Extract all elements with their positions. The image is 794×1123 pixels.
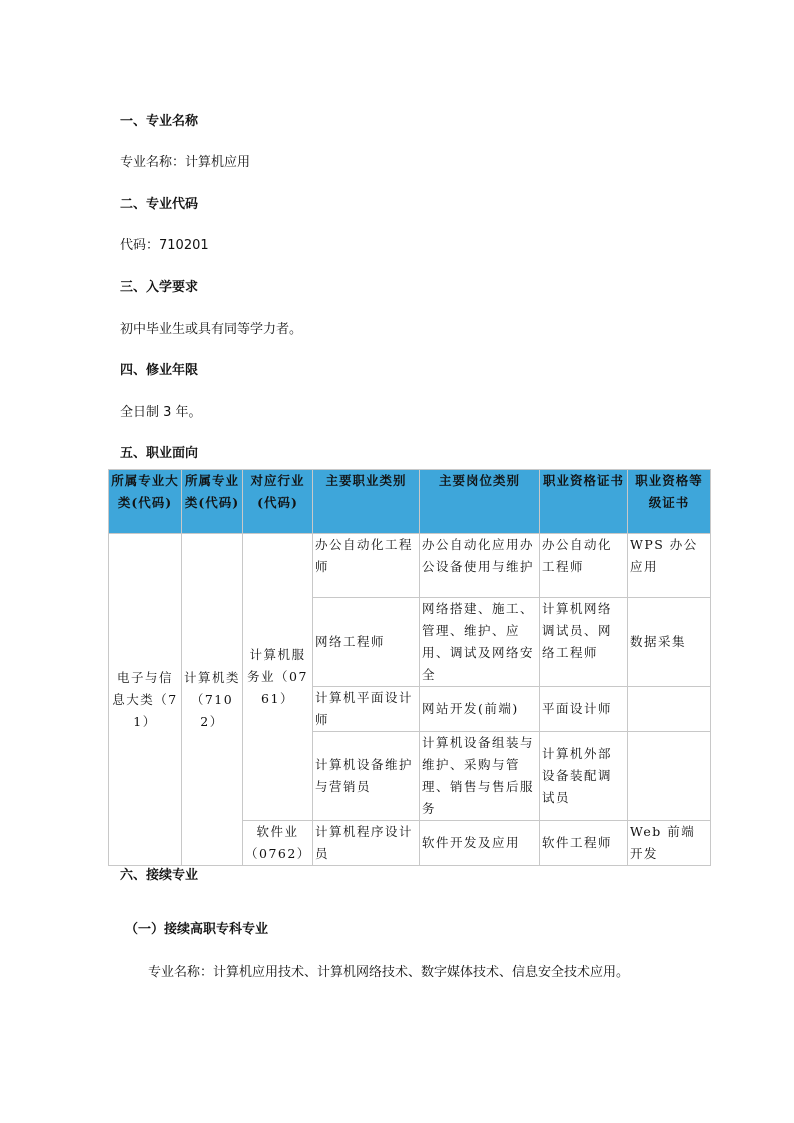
continuing-majors-text: 专业名称：计算机应用技术、计算机网络技术、数字媒体技术、信息安全技术应用。	[148, 965, 630, 980]
position-cell	[420, 732, 540, 821]
major-category-text: 电子与信息大类（71）	[112, 669, 178, 729]
industry-service-cell	[243, 534, 313, 821]
admission-text: 初中毕业生或具有同等学力者。	[120, 322, 303, 337]
level-certificate-cell	[628, 534, 711, 598]
certificate-text: 计算机外部设备装配调试员	[542, 746, 613, 805]
section-6-heading: 六、接续专业	[120, 868, 199, 883]
position-text: 网站开发(前端)	[422, 701, 519, 716]
major-class-cell	[182, 534, 243, 866]
section-2-heading: 二、专业代码	[120, 197, 199, 212]
level-certificate-cell	[628, 732, 711, 821]
certificate-text: 办公自动化工程师	[542, 537, 613, 574]
position-text: 计算机设备组装与维护、采购与管理、销售与售后服务	[422, 735, 535, 816]
certificate-cell	[540, 534, 628, 598]
position-cell	[420, 598, 540, 687]
duration-text: 全日制 3 年。	[120, 405, 202, 420]
section-6-subheading: （一）接续高职专科专业	[125, 922, 269, 937]
header-occupation: 主要职业类别	[313, 470, 420, 534]
occupation-cell	[313, 687, 420, 732]
position-text: 办公自动化应用办公设备使用与维护	[422, 537, 535, 574]
header-major-category: 所属专业大类(代码)	[109, 470, 182, 534]
major-code-text: 代码：710201	[120, 238, 209, 253]
certificate-cell	[540, 821, 628, 866]
header-major-class: 所属专业类(代码)	[182, 470, 243, 534]
section-4-heading: 四、修业年限	[120, 363, 199, 378]
header-position: 主要岗位类别	[420, 470, 540, 534]
major-name-text: 专业名称：计算机应用	[120, 155, 251, 170]
certificate-text: 计算机网络调试员、网络工程师	[542, 601, 613, 660]
level-certificate-cell	[628, 598, 711, 687]
certificate-cell	[540, 732, 628, 821]
section-5-heading: 五、职业面向	[120, 446, 199, 461]
section-3-heading: 三、入学要求	[120, 280, 199, 295]
occupation-cell	[313, 732, 420, 821]
certificate-cell	[540, 598, 628, 687]
level-certificate-text: 数据采集	[630, 634, 687, 649]
major-category-cell	[109, 534, 182, 866]
position-cell	[420, 534, 540, 598]
header-certificate: 职业资格证书	[540, 470, 628, 534]
occupation-cell	[313, 598, 420, 687]
certificate-cell	[540, 687, 628, 732]
position-text: 网络搭建、施工、管理、维护、应用、调试及网络安全	[422, 601, 535, 682]
header-industry: 对应行业(代码)	[243, 470, 313, 534]
level-certificate-text: Web 前端开发	[630, 824, 696, 861]
section-1-heading: 一、专业名称	[120, 114, 199, 129]
level-certificate-cell	[628, 687, 711, 732]
occupation-text: 计算机设备维护与营销员	[315, 757, 414, 794]
industry-software-text: 软件业（0762）	[245, 824, 311, 861]
industry-software-cell	[243, 821, 313, 866]
major-class-text: 计算机类（7102）	[184, 669, 241, 729]
position-cell	[420, 821, 540, 866]
level-certificate-text: WPS 办公应用	[630, 537, 698, 574]
occupation-cell	[313, 821, 420, 866]
occupation-text: 办公自动化工程师	[315, 537, 414, 574]
position-cell	[420, 687, 540, 732]
certificate-text: 平面设计师	[542, 701, 613, 716]
occupation-text: 网络工程师	[315, 634, 386, 649]
career-orientation-table	[108, 469, 711, 866]
table-row	[109, 534, 711, 598]
position-text: 软件开发及应用	[422, 835, 521, 850]
occupation-text: 计算机程序设计员	[315, 824, 414, 861]
industry-service-text: 计算机服务业（0761）	[247, 647, 308, 706]
header-level-certificate: 职业资格等级证书	[628, 470, 711, 534]
occupation-text: 计算机平面设计师	[315, 690, 414, 727]
occupation-cell	[313, 534, 420, 598]
certificate-text: 软件工程师	[542, 835, 613, 850]
level-certificate-cell	[628, 821, 711, 866]
table-header-row	[109, 470, 711, 534]
